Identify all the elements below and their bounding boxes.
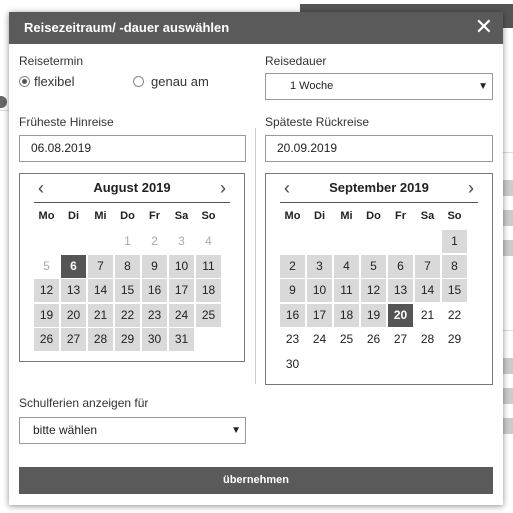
return-label: Späteste Rückreise [265,115,370,129]
calendar-day[interactable]: 29 [115,328,140,351]
weekday-header: Mi [340,210,353,222]
background-block [503,358,513,374]
weekday-header: Mo [38,210,55,222]
calendar-day[interactable]: 6 [61,255,86,278]
prev-month-icon[interactable]: ‹ [284,178,290,198]
next-month-icon[interactable]: › [220,178,226,198]
school-holidays-select[interactable] [19,417,246,444]
travel-date-label: Reisetermin [19,54,84,68]
calendar-day[interactable]: 2 [280,255,305,278]
background-block [503,240,513,256]
radio-flexible[interactable] [19,76,30,87]
calendar-day[interactable]: 16 [142,279,167,302]
school-holidays-value: bitte wählen [33,423,98,437]
calendar-month-title: September 2019 [329,180,429,195]
calendar-day: 1 [124,234,131,248]
calendar-day[interactable]: 21 [88,304,113,327]
calendar-day[interactable]: 12 [361,279,386,302]
calendar-day[interactable]: 10 [307,279,332,302]
weekday-header: Sa [174,210,189,222]
weekday-header: So [447,210,462,222]
calendar-day[interactable]: 7 [415,255,440,278]
calendar-day[interactable]: 5 [43,258,50,273]
calendar-day[interactable]: 18 [334,304,359,327]
calendar-day[interactable]: 5 [361,255,386,278]
column-divider [255,128,256,384]
calendar-divider [280,202,478,203]
calendar-day[interactable]: 7 [88,255,113,278]
duration-label: Reisedauer [265,54,327,68]
calendar-day[interactable]: 10 [169,255,194,278]
calendar-day[interactable]: 30 [142,328,167,351]
calendar-day[interactable]: 9 [142,255,167,278]
background-block [503,210,513,226]
background-block [503,180,513,196]
weekday-header: Mo [284,210,301,222]
calendar-day[interactable]: 19 [34,304,59,327]
return-calendar [265,173,493,385]
calendar-day[interactable]: 23 [285,332,300,346]
calendar-day[interactable]: 19 [361,304,386,327]
calendar-day[interactable]: 20 [61,304,86,327]
weekday-header: Di [68,210,79,222]
weekday-header: Mi [94,210,107,222]
departure-label: Früheste Hinreise [19,115,114,129]
calendar-day[interactable]: 25 [339,332,354,346]
background-block [503,388,513,404]
calendar-day[interactable]: 15 [115,279,140,302]
travel-period-dialog [9,12,503,505]
weekday-header: Fr [395,210,406,222]
close-icon[interactable]: ✕ [474,14,493,39]
calendar-day[interactable]: 3 [307,255,332,278]
calendar-day[interactable]: 26 [366,332,381,346]
departure-date-input[interactable]: 06.08.2019 [19,135,246,162]
weekday-header: Do [366,210,381,222]
radio-exact-date[interactable] [133,76,144,87]
calendar-day[interactable]: 28 [420,332,435,346]
calendar-day[interactable]: 4 [334,255,359,278]
calendar-day[interactable]: 11 [334,279,359,302]
calendar-day[interactable]: 1 [442,230,467,253]
chevron-down-icon: ▼ [231,425,241,436]
calendar-day[interactable]: 30 [285,356,300,371]
calendar-day[interactable]: 27 [61,328,86,351]
calendar-day[interactable]: 14 [415,279,440,302]
weekday-header: Di [314,210,325,222]
weekday-header: Do [120,210,135,222]
calendar-day[interactable]: 6 [388,255,413,278]
calendar-day[interactable]: 17 [169,279,194,302]
weekday-header: Sa [420,210,435,222]
departure-calendar [19,173,245,362]
dialog-title: Reisezeitraum/ -dauer auswählen [24,20,230,35]
calendar-day[interactable]: 13 [61,279,86,302]
calendar-day[interactable]: 16 [280,304,305,327]
calendar-day[interactable]: 29 [447,332,462,346]
calendar-divider [34,202,230,203]
calendar-day[interactable]: 9 [280,279,305,302]
weekday-header: So [201,210,216,222]
calendar-day[interactable]: 26 [34,328,59,351]
calendar-day[interactable]: 20 [388,304,413,327]
radio-flexible-label[interactable]: flexibel [34,74,75,89]
duration-select[interactable] [265,73,493,100]
calendar-day[interactable]: 13 [388,279,413,302]
calendar-day[interactable]: 8 [115,255,140,278]
duration-value: 1 Woche [290,80,334,92]
calendar-day[interactable]: 25 [196,304,221,327]
info-icon [0,96,7,108]
weekday-header: Fr [149,210,160,222]
calendar-day[interactable]: 17 [307,304,332,327]
apply-button[interactable]: übernehmen [19,467,493,494]
background-divider [503,330,513,331]
background-divider [0,110,9,111]
calendar-day[interactable]: 24 [169,304,194,327]
school-holidays-label: Schulferien anzeigen für [19,396,149,410]
calendar-day: 3 [178,234,185,248]
calendar-day[interactable]: 22 [115,304,140,327]
chevron-down-icon: ▼ [478,81,488,92]
calendar-day[interactable]: 28 [88,328,113,351]
calendar-day[interactable]: 21 [420,307,435,322]
calendar-day[interactable]: 22 [447,307,462,322]
next-month-icon[interactable]: › [468,178,474,198]
background-block [503,418,513,434]
radio-exact-date-label[interactable]: genau am [151,74,209,89]
prev-month-icon[interactable]: ‹ [38,178,44,198]
calendar-day: 4 [205,234,212,248]
calendar-day[interactable]: 27 [393,332,408,346]
calendar-day[interactable]: 31 [169,328,194,351]
dialog-titlebar [9,12,503,44]
background-divider [503,152,513,153]
calendar-month-title: August 2019 [93,180,171,195]
calendar-day[interactable]: 24 [312,332,327,346]
return-date-input[interactable]: 20.09.2019 [265,135,493,162]
calendar-day[interactable]: 18 [196,279,221,302]
calendar-day[interactable]: 14 [88,279,113,302]
calendar-day[interactable]: 23 [142,304,167,327]
calendar-day[interactable]: 11 [196,255,221,278]
calendar-day[interactable]: 15 [442,279,467,302]
calendar-day[interactable]: 8 [442,255,467,278]
calendar-day: 2 [151,234,158,248]
calendar-day[interactable]: 12 [34,279,59,302]
